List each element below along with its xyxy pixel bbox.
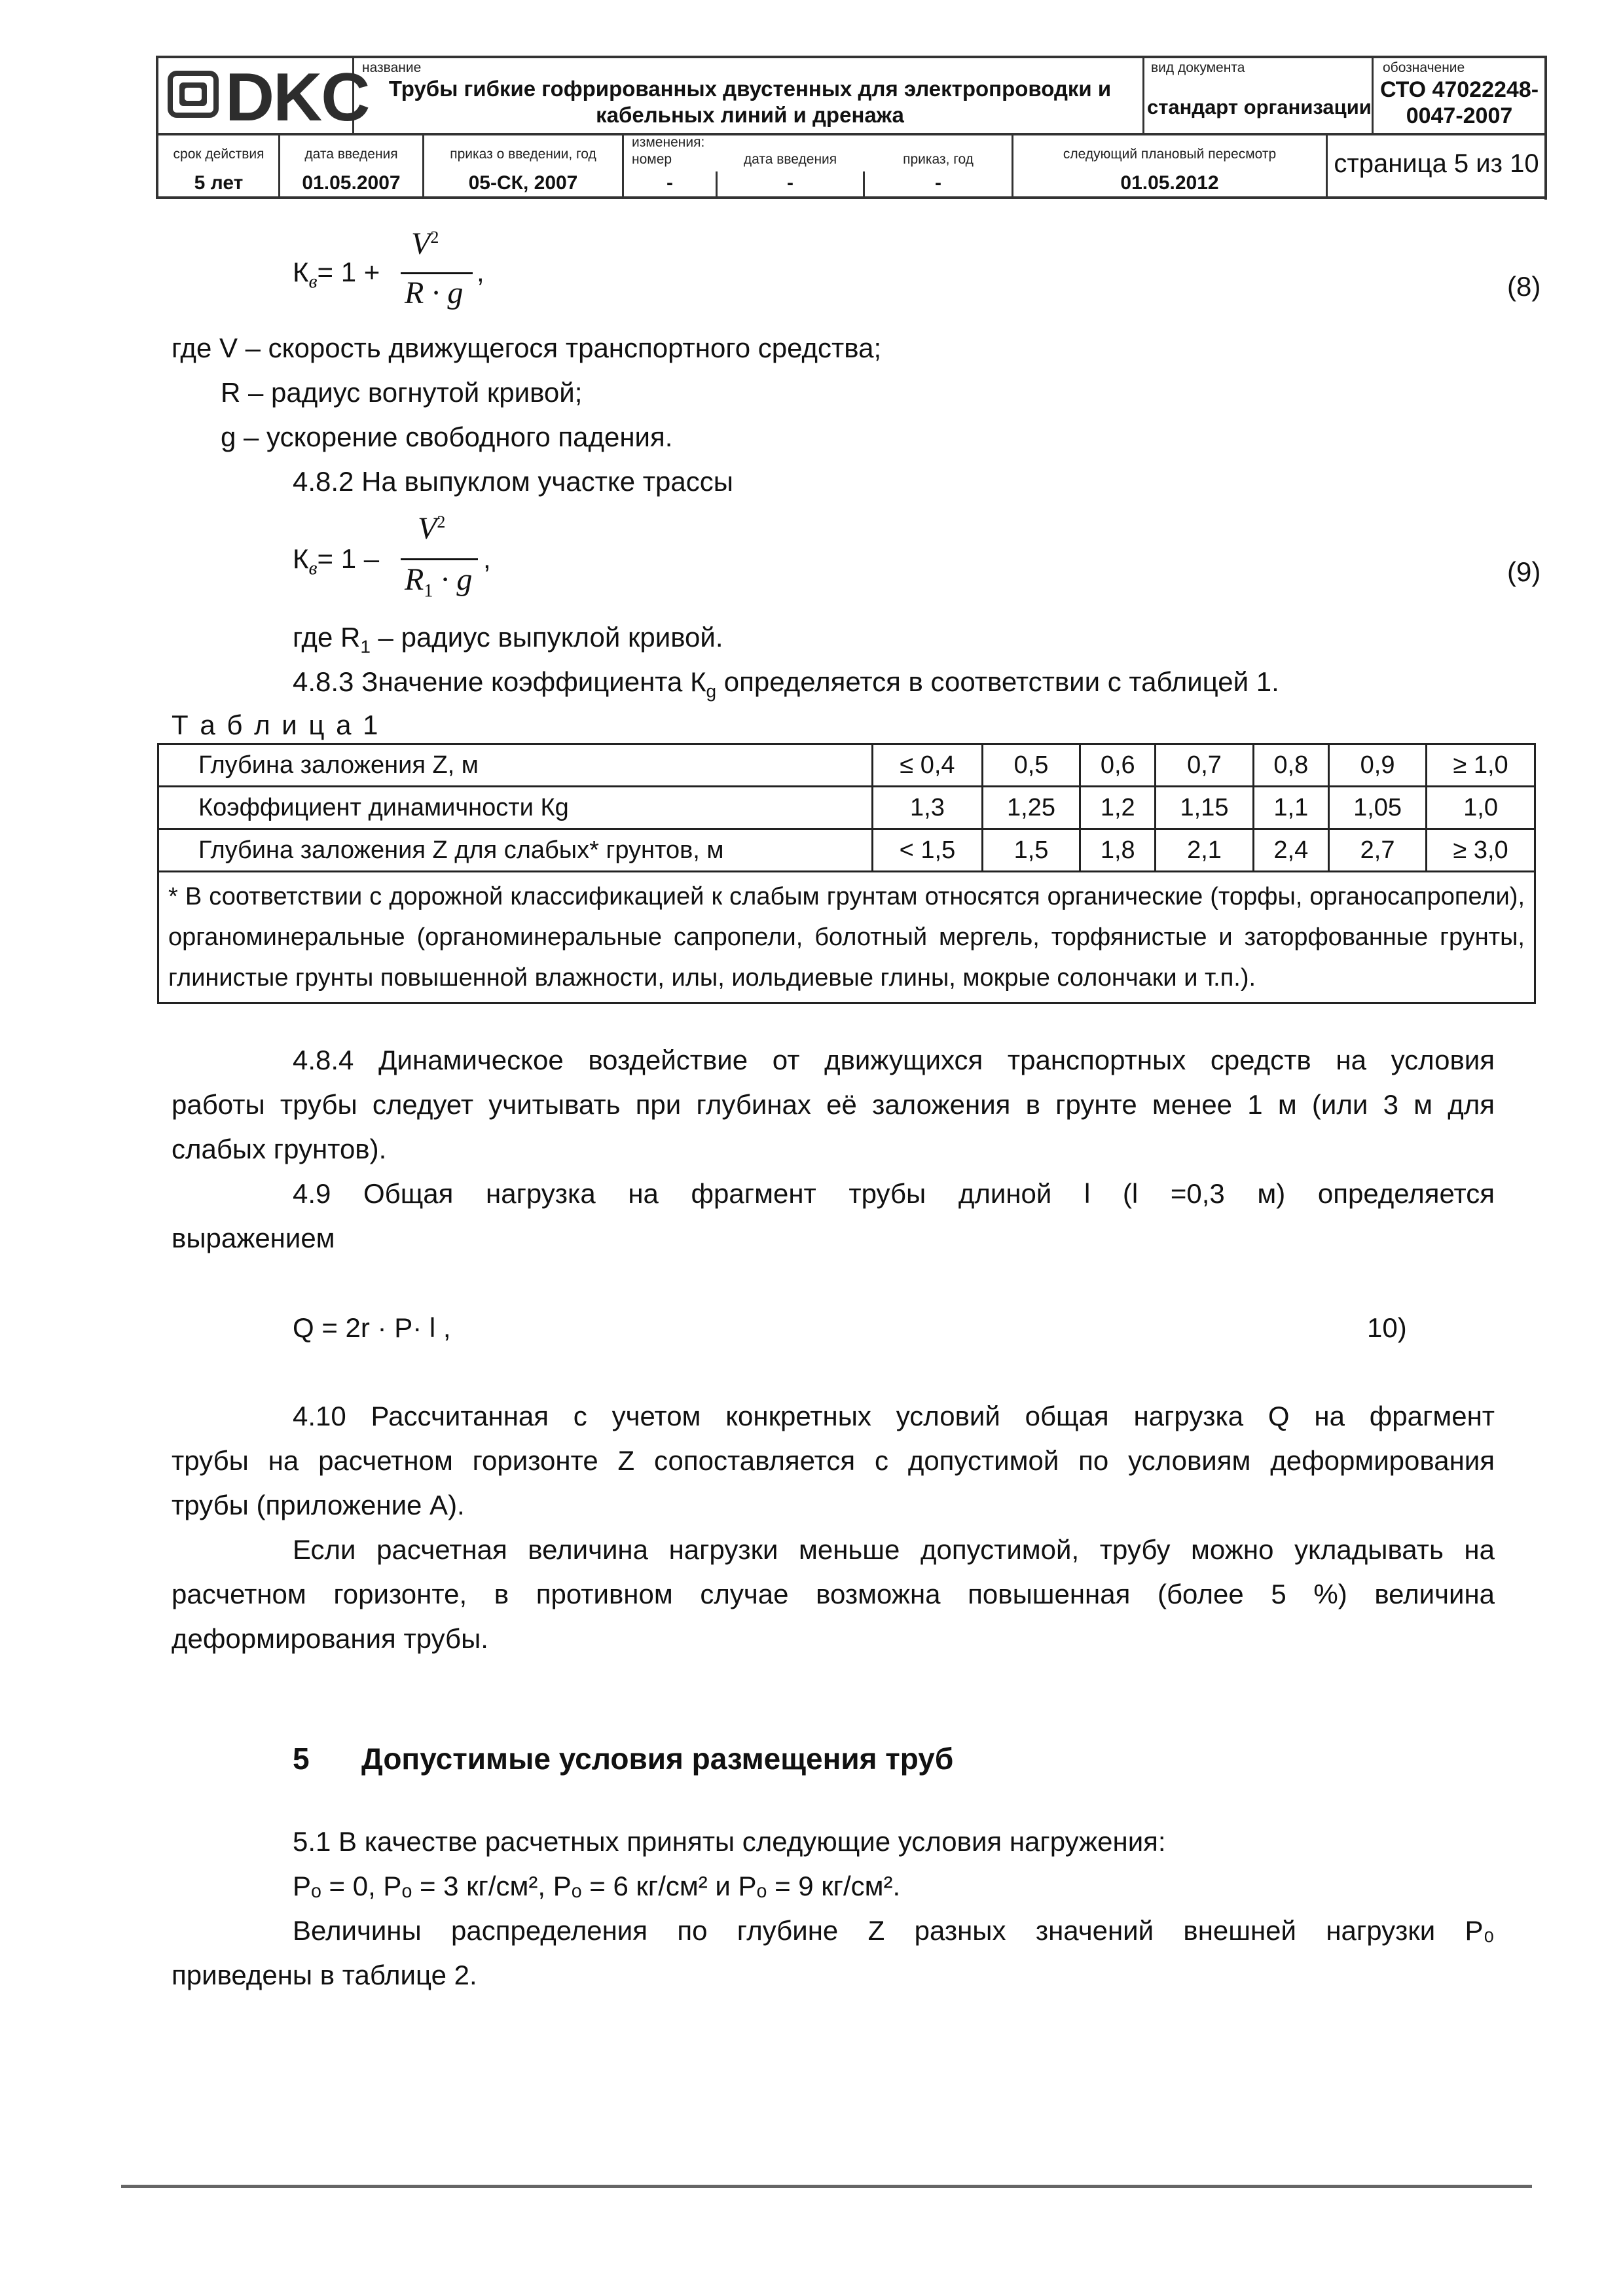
table-row [158, 829, 1535, 872]
p484-line2: работы трубы следует учитывать при глубинах её заложения в грунте менее 1 м (или 3 м для [172, 1089, 1495, 1120]
f8-fraction-bar [401, 272, 473, 274]
f9-op: = 1 – [317, 543, 380, 574]
table-cell: 1,0 [1427, 787, 1535, 829]
designation-value-line2: 0047-2007 [1406, 103, 1513, 128]
table-row-label: Глубина заложения Z, м [158, 744, 873, 787]
f8-lhs: К [293, 257, 309, 287]
table-cell: 1,8 [1080, 829, 1156, 872]
designation-label: обозначение [1383, 60, 1465, 75]
table-1 [157, 743, 1536, 1004]
document-title: Трубы гибкие гофрированных двустенных для электропроводки и кабельных линий и дренажа [388, 77, 1112, 127]
table-cell: 0,5 [982, 744, 1080, 787]
validity-label: срок действия [173, 147, 264, 162]
f9-fraction-bar [401, 558, 478, 560]
table-cell: 2,7 [1328, 829, 1426, 872]
table-cell: 1,3 [873, 787, 983, 829]
changes-order-label: приказ, год [903, 152, 974, 167]
intro-date-label: дата введения [304, 147, 398, 162]
changes-label: изменения: [632, 135, 705, 150]
order-label: приказ о введении, год [450, 147, 596, 162]
table-cell: 0,6 [1080, 744, 1156, 787]
doctype-value: стандарт организации [1147, 96, 1372, 118]
p484-line3: слабых грунтов). [172, 1134, 387, 1164]
p410-line3: трубы (приложение А). [172, 1490, 465, 1520]
table1-caption: Т а б л и ц а 1 [172, 709, 380, 740]
table-footnote: * В соответствии с дорожной классификацией к слабым грунтам относятся органические (торфы, органосапропели), органоминеральные (органоминеральные сапропели, болотный мергель, торфянистые и заторфованные грунты, глинистые грунты повышенной влажности, илы, иольдиевые глины, мокрые солончаки и т.п.). [158, 872, 1535, 1003]
table-cell: 0,9 [1328, 744, 1426, 787]
table-row [158, 787, 1535, 829]
table-row-label: Коэффициент динамичности Кg [158, 787, 873, 829]
where-v: где V – скорость движущегося транспортного средства; [172, 332, 882, 363]
logo-text: DKC [225, 60, 369, 135]
p49-line1: 4.9 Общая нагрузка на фрагмент трубы длиной l (l =0,3 м) определяется [293, 1178, 1495, 1209]
p484-line1: 4.8.4 Динамическое воздействие от движущихся транспортных средств на условия [293, 1045, 1495, 1075]
f8-number: (8) [1507, 271, 1541, 302]
f8-comma: , [477, 257, 484, 287]
p410-line1: 4.10 Рассчитанная с учетом конкретных условий общая нагрузка Q на фрагмент [293, 1401, 1495, 1431]
table-row [158, 744, 1535, 787]
logo-mark-icon [165, 60, 224, 126]
table-cell: 1,5 [982, 829, 1080, 872]
f8-denominator: R · g [405, 276, 464, 310]
table-cell: 1,25 [982, 787, 1080, 829]
table-cell: ≥ 1,0 [1427, 744, 1535, 787]
changes-number-value: - [666, 172, 673, 194]
changes-number-label: номер [632, 152, 672, 167]
table-cell: 1,15 [1156, 787, 1253, 829]
table-cell: 2,4 [1253, 829, 1328, 872]
paragraph-4-8-3: 4.8.3 Значение коэффициента $К_g$ определяется в соответствии с таблицей 1. [293, 666, 1279, 702]
table-cell: < 1,5 [873, 829, 983, 872]
table-cell: 1,1 [1253, 787, 1328, 829]
table-cell: ≤ 0,4 [873, 744, 983, 787]
paragraph-4-8-2: 4.8.2 На выпуклом участке трассы [293, 466, 733, 497]
table-cell: 0,7 [1156, 744, 1253, 787]
table-cell: 2,1 [1156, 829, 1253, 872]
table-cell: 1,05 [1328, 787, 1426, 829]
footer-rule [121, 2185, 1532, 2188]
f9-sub: в [308, 557, 318, 579]
page-counter: страница 5 из 10 [1334, 149, 1539, 178]
next-review-value: 01.05.2012 [1120, 172, 1219, 194]
where-r1: где $R_1$ – радиус выпуклой кривой. [293, 622, 723, 657]
f9-number: (9) [1507, 556, 1541, 587]
pdist-line1: Величины распределения по глубине Z разных значений внешней нагрузки P₀ [293, 1915, 1495, 1946]
section-5-title: Допустимые условия размещения труб [361, 1742, 954, 1776]
changes-order-value: - [935, 172, 941, 194]
p51-values: Pₒ = 0, Pₒ = 3 кг/см², Pₒ = 6 кг/см² и Pₒ = 9 кг/см². [293, 1871, 901, 1901]
where-r: R – радиус вогнутой кривой; [221, 377, 583, 408]
p410-line2: трубы на расчетном горизонте Z сопоставляется с допустимой по условиям деформирования [172, 1445, 1495, 1476]
pif-line3: деформирования трубы. [172, 1623, 488, 1654]
section-5-number: 5 [293, 1742, 310, 1776]
p51: 5.1 В качестве расчетных приняты следующие условия нагружения: [293, 1826, 1166, 1857]
f9-comma: , [483, 543, 491, 574]
designation-value-line1: СТО 47022248- [1379, 77, 1539, 102]
f8-numerator: $V^2$ [411, 226, 439, 261]
table-cell: 1,2 [1080, 787, 1156, 829]
table-cell: 0,8 [1253, 744, 1328, 787]
company-logo [165, 60, 369, 135]
doctype-label: вид документа [1151, 60, 1245, 75]
formula-10: Q = 2r · P· l , [293, 1312, 451, 1343]
pif-line2: расчетном горизонте, в противном случае возможна повышенная (более 5 %) величина [172, 1579, 1495, 1609]
table-note-row [158, 872, 1535, 1003]
table-cell: ≥ 3,0 [1427, 829, 1535, 872]
pif-line1: Если расчетная величина нагрузки меньше допустимой, трубу можно укладывать на [293, 1534, 1495, 1565]
next-review-label: следующий плановый пересмотр [1063, 147, 1277, 162]
table-row-label: Глубина заложения Z для слабых* грунтов, м [158, 829, 873, 872]
f9-lhs: К [293, 543, 309, 574]
order-value: 05-СК, 2007 [468, 172, 578, 194]
f9-denominator: $R_1 \cdot g$ [405, 562, 473, 601]
f8-sub: в [308, 270, 318, 293]
validity-value: 5 лет [194, 172, 244, 194]
name-label: название [362, 60, 422, 75]
f8-op: = 1 + [317, 257, 380, 287]
intro-date-value: 01.05.2007 [302, 172, 401, 194]
changes-date-label: дата введения [743, 152, 837, 167]
where-g: g – ускорение свободного падения. [221, 422, 673, 452]
changes-date-value: - [787, 172, 793, 194]
f9-numerator: $V^2$ [418, 511, 446, 546]
p49-line2: выражением [172, 1223, 335, 1253]
pdist-line2: приведены в таблице 2. [172, 1960, 477, 1990]
f10-number: 10) [1367, 1312, 1407, 1343]
